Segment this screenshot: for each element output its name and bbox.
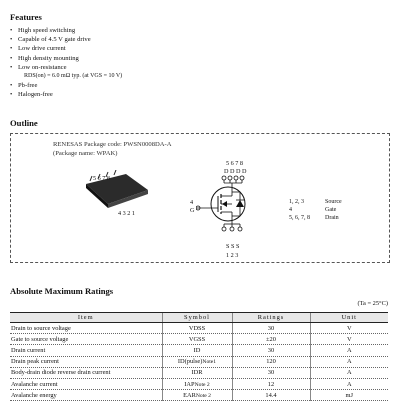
legend-name: Source xyxy=(325,199,342,205)
symbol-cell xyxy=(162,367,232,378)
symbol-cell xyxy=(162,356,232,367)
features-list: • High speed switching • Capable of 4.5 V gate drive • Low drive current • High density mounting • Low on-resistance RDS(on) = 6.0 mΩ typ. (at VGS = 10 V) • Pb-free • Halogen-free xyxy=(10,26,390,100)
note-ref: Note1 xyxy=(202,359,217,366)
note-ref: Note 2 xyxy=(195,392,211,399)
unit-cell-text: A xyxy=(346,358,352,366)
rating-cell xyxy=(232,334,310,345)
amr-table xyxy=(10,312,388,401)
table-row xyxy=(10,390,388,401)
symbol-cell xyxy=(162,378,232,389)
feature-item: Low drive current xyxy=(18,45,66,53)
rating-cell-text: 30 xyxy=(267,346,275,354)
amr-heading: Absolute Maximum Ratings xyxy=(10,286,114,296)
item-cell-text: Drain current xyxy=(11,346,46,354)
table-row xyxy=(10,345,388,356)
symbol-cell-text: VDSS xyxy=(188,324,206,332)
rating-cell-text: 30 xyxy=(267,324,275,332)
rating-cell xyxy=(232,367,310,378)
feature-item: High density mounting xyxy=(18,54,79,62)
unit-cell-text: V xyxy=(346,324,352,332)
unit-cell-text: A xyxy=(346,380,352,388)
drain-letters: D D D D xyxy=(224,168,247,175)
item-cell xyxy=(10,367,162,378)
symbol-cell-text: EAR xyxy=(183,391,196,399)
features-heading: Features xyxy=(10,12,42,22)
unit-cell-text: V xyxy=(346,335,352,343)
symbol-cell xyxy=(162,390,232,401)
table-row xyxy=(10,323,388,334)
table-row xyxy=(10,378,388,389)
symbol-cell-text: IAP xyxy=(184,380,195,388)
unit-cell-text: mJ xyxy=(345,391,353,399)
symbol-cell-text: IDR xyxy=(191,369,203,377)
unit-cell xyxy=(310,356,388,367)
legend-name: Gate xyxy=(325,206,337,213)
header-ratings: Ratings xyxy=(232,313,310,323)
feature-item: Halogen-free xyxy=(18,91,53,99)
item-cell xyxy=(10,334,162,345)
item-cell xyxy=(10,323,162,334)
symbol-cell-text: VGSS xyxy=(188,335,206,343)
header-symbol: Symbol xyxy=(162,313,232,323)
rds-spec: RDS(on) = 6.0 mΩ typ. (at VGS = 10 V) xyxy=(24,73,123,80)
legend-pins: 4 xyxy=(289,206,292,213)
rating-cell xyxy=(232,323,310,334)
source-pin-numbers: 1 2 3 xyxy=(226,252,239,259)
note-ref: Note 2 xyxy=(194,381,210,388)
symbol-cell-text: ID(pulse) xyxy=(177,358,203,366)
feature-item: Pb-free xyxy=(18,82,38,90)
package-bottom-pins: 4 3 2 1 xyxy=(118,210,136,217)
header-unit: Unit xyxy=(310,313,388,323)
outline-heading: Outline xyxy=(10,118,38,128)
table-row xyxy=(10,367,388,378)
unit-cell-text: A xyxy=(346,346,352,354)
unit-cell xyxy=(310,345,388,356)
legend-pins: 1, 2, 3 xyxy=(289,199,304,205)
package-code: RENESAS Package code: PWSN0008DA-A xyxy=(53,141,172,148)
feature-item: High speed switching xyxy=(18,27,76,34)
rating-cell xyxy=(232,345,310,356)
unit-cell xyxy=(310,378,388,389)
unit-cell xyxy=(310,367,388,378)
gate-letter: G xyxy=(190,207,195,214)
rating-cell xyxy=(232,356,310,367)
unit-cell xyxy=(310,334,388,345)
feature-item: Capable of 4.5 V gate drive xyxy=(18,36,91,44)
header-item: Item xyxy=(10,313,162,323)
table-header-row xyxy=(10,313,388,323)
item-cell-text: Avalanche current xyxy=(11,380,58,388)
package-name: (Package name: WPAK) xyxy=(53,150,118,157)
item-cell xyxy=(10,390,162,401)
gate-pin-number: 4 xyxy=(190,199,194,206)
table-row xyxy=(10,356,388,367)
feature-item: Low on-resistance xyxy=(18,63,67,71)
pin-legend xyxy=(289,199,342,222)
source-letters: S S S xyxy=(226,243,240,250)
rating-cell-text: ±20 xyxy=(266,335,276,343)
package-top-pins: 5 6 7 8 xyxy=(93,175,111,182)
drain-pin-numbers: 5 6 7 8 xyxy=(226,160,244,167)
legend-pins: 5, 6, 7, 8 xyxy=(289,214,310,221)
item-cell-text: Body-drain diode reverse drain current xyxy=(11,369,111,377)
symbol-cell xyxy=(162,345,232,356)
symbol-cell-text: ID xyxy=(193,346,201,354)
rating-cell xyxy=(232,378,310,389)
mosfet-symbol xyxy=(196,174,256,244)
unit-cell-text: A xyxy=(346,369,352,377)
package-drawing xyxy=(80,170,152,218)
rating-cell-text: 120 xyxy=(266,358,276,366)
item-cell xyxy=(10,378,162,389)
unit-cell xyxy=(310,390,388,401)
item-cell xyxy=(10,356,162,367)
ambient-condition: (Ta = 25°C) xyxy=(357,300,388,307)
rating-cell xyxy=(232,390,310,401)
item-cell xyxy=(10,345,162,356)
legend-name: Drain xyxy=(325,214,339,221)
table-row xyxy=(10,334,388,345)
rating-cell-text: 30 xyxy=(267,369,275,377)
symbol-cell xyxy=(162,334,232,345)
rating-cell-text: 14.4 xyxy=(265,391,277,399)
unit-cell xyxy=(310,323,388,334)
rating-cell-text: 12 xyxy=(267,380,275,388)
symbol-cell xyxy=(162,323,232,334)
item-cell-text: Drain peak current xyxy=(11,358,59,366)
item-cell-text: Drain to source voltage xyxy=(11,324,71,332)
item-cell-text: Avalanche energy xyxy=(11,391,57,399)
item-cell-text: Gate to source voltage xyxy=(11,335,69,343)
